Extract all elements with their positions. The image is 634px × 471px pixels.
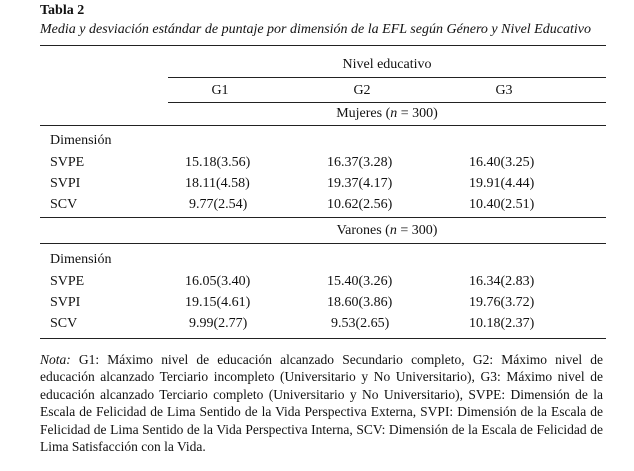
bottom-rule <box>40 338 606 339</box>
column-header-g3: G3 <box>495 83 513 98</box>
section-divider-rule <box>40 217 606 218</box>
column-header-rule <box>168 102 606 103</box>
row-header-dimension: Dimensión <box>50 133 112 148</box>
table-cell: 16.34(2.83) <box>469 274 535 289</box>
row-label: SVPE <box>50 155 85 170</box>
row-header-dimension: Dimensión <box>50 252 112 267</box>
section-title-varones: Varones (n = 300) <box>336 223 438 238</box>
row-label: SCV <box>50 316 78 331</box>
table-cell: 9.53(2.65) <box>331 316 390 331</box>
row-label: SVPI <box>50 295 81 310</box>
table-cell: 18.60(3.86) <box>327 295 393 310</box>
row-label: SVPI <box>50 176 81 191</box>
table-cell: 19.37(4.17) <box>327 176 393 191</box>
table-label: Tabla 2 <box>40 3 85 18</box>
table-cell: 19.91(4.44) <box>469 176 535 191</box>
table-cell: 19.15(4.61) <box>185 295 251 310</box>
table-cell: 10.18(2.37) <box>469 316 535 331</box>
table-cell: 15.40(3.26) <box>327 274 393 289</box>
table-caption: Media y desviación estándar de puntaje por dimensión de la EFL según Género y Nivel Educativo <box>40 22 591 37</box>
table-cell: 10.40(2.51) <box>469 197 535 212</box>
column-header-g2: G2 <box>353 83 371 98</box>
table-cell: 19.76(3.72) <box>469 295 535 310</box>
note-lead: Nota: <box>40 352 71 367</box>
table-cell: 15.18(3.56) <box>185 155 251 170</box>
section-rule-varones <box>40 243 606 244</box>
table-cell: 18.11(4.58) <box>185 176 250 191</box>
group-header-rule <box>168 77 606 78</box>
section-title-mujeres: Mujeres (n = 300) <box>336 106 438 121</box>
table-note <box>40 351 603 455</box>
table-cell: 16.40(3.25) <box>469 155 535 170</box>
note-text: G1: Máximo nivel de educación alcanzado Secundario completo, G2: Máximo nivel de educación alcanzado Terciario incompleto (Universitario y No Universitario), G3: Máximo nivel de educación alcanzado Terciario completo (Universitario y No Universitario), SVPE: Dimensión de la Escala de Felicidad de Lima Sentido de la Vida Perspectiva Externa, SVPI: Dimensión de la Escala de Felicidad de Lima Sentido de la Vida Perspectiva Interna, SCV: Dimensión de la Escala de Felicidad de Lima Satisfacción con la Vida. <box>40 352 603 455</box>
group-header: Nivel educativo <box>342 57 432 72</box>
table-cell: 9.77(2.54) <box>189 197 248 212</box>
table-cell: 16.37(3.28) <box>327 155 393 170</box>
table-cell: 10.62(2.56) <box>327 197 393 212</box>
row-label: SVPE <box>50 274 85 289</box>
column-header-g1: G1 <box>211 83 229 98</box>
table-cell: 16.05(3.40) <box>185 274 251 289</box>
section-rule-mujeres <box>40 125 606 126</box>
row-label: SCV <box>50 197 78 212</box>
top-rule <box>40 45 606 46</box>
table-cell: 9.99(2.77) <box>189 316 248 331</box>
